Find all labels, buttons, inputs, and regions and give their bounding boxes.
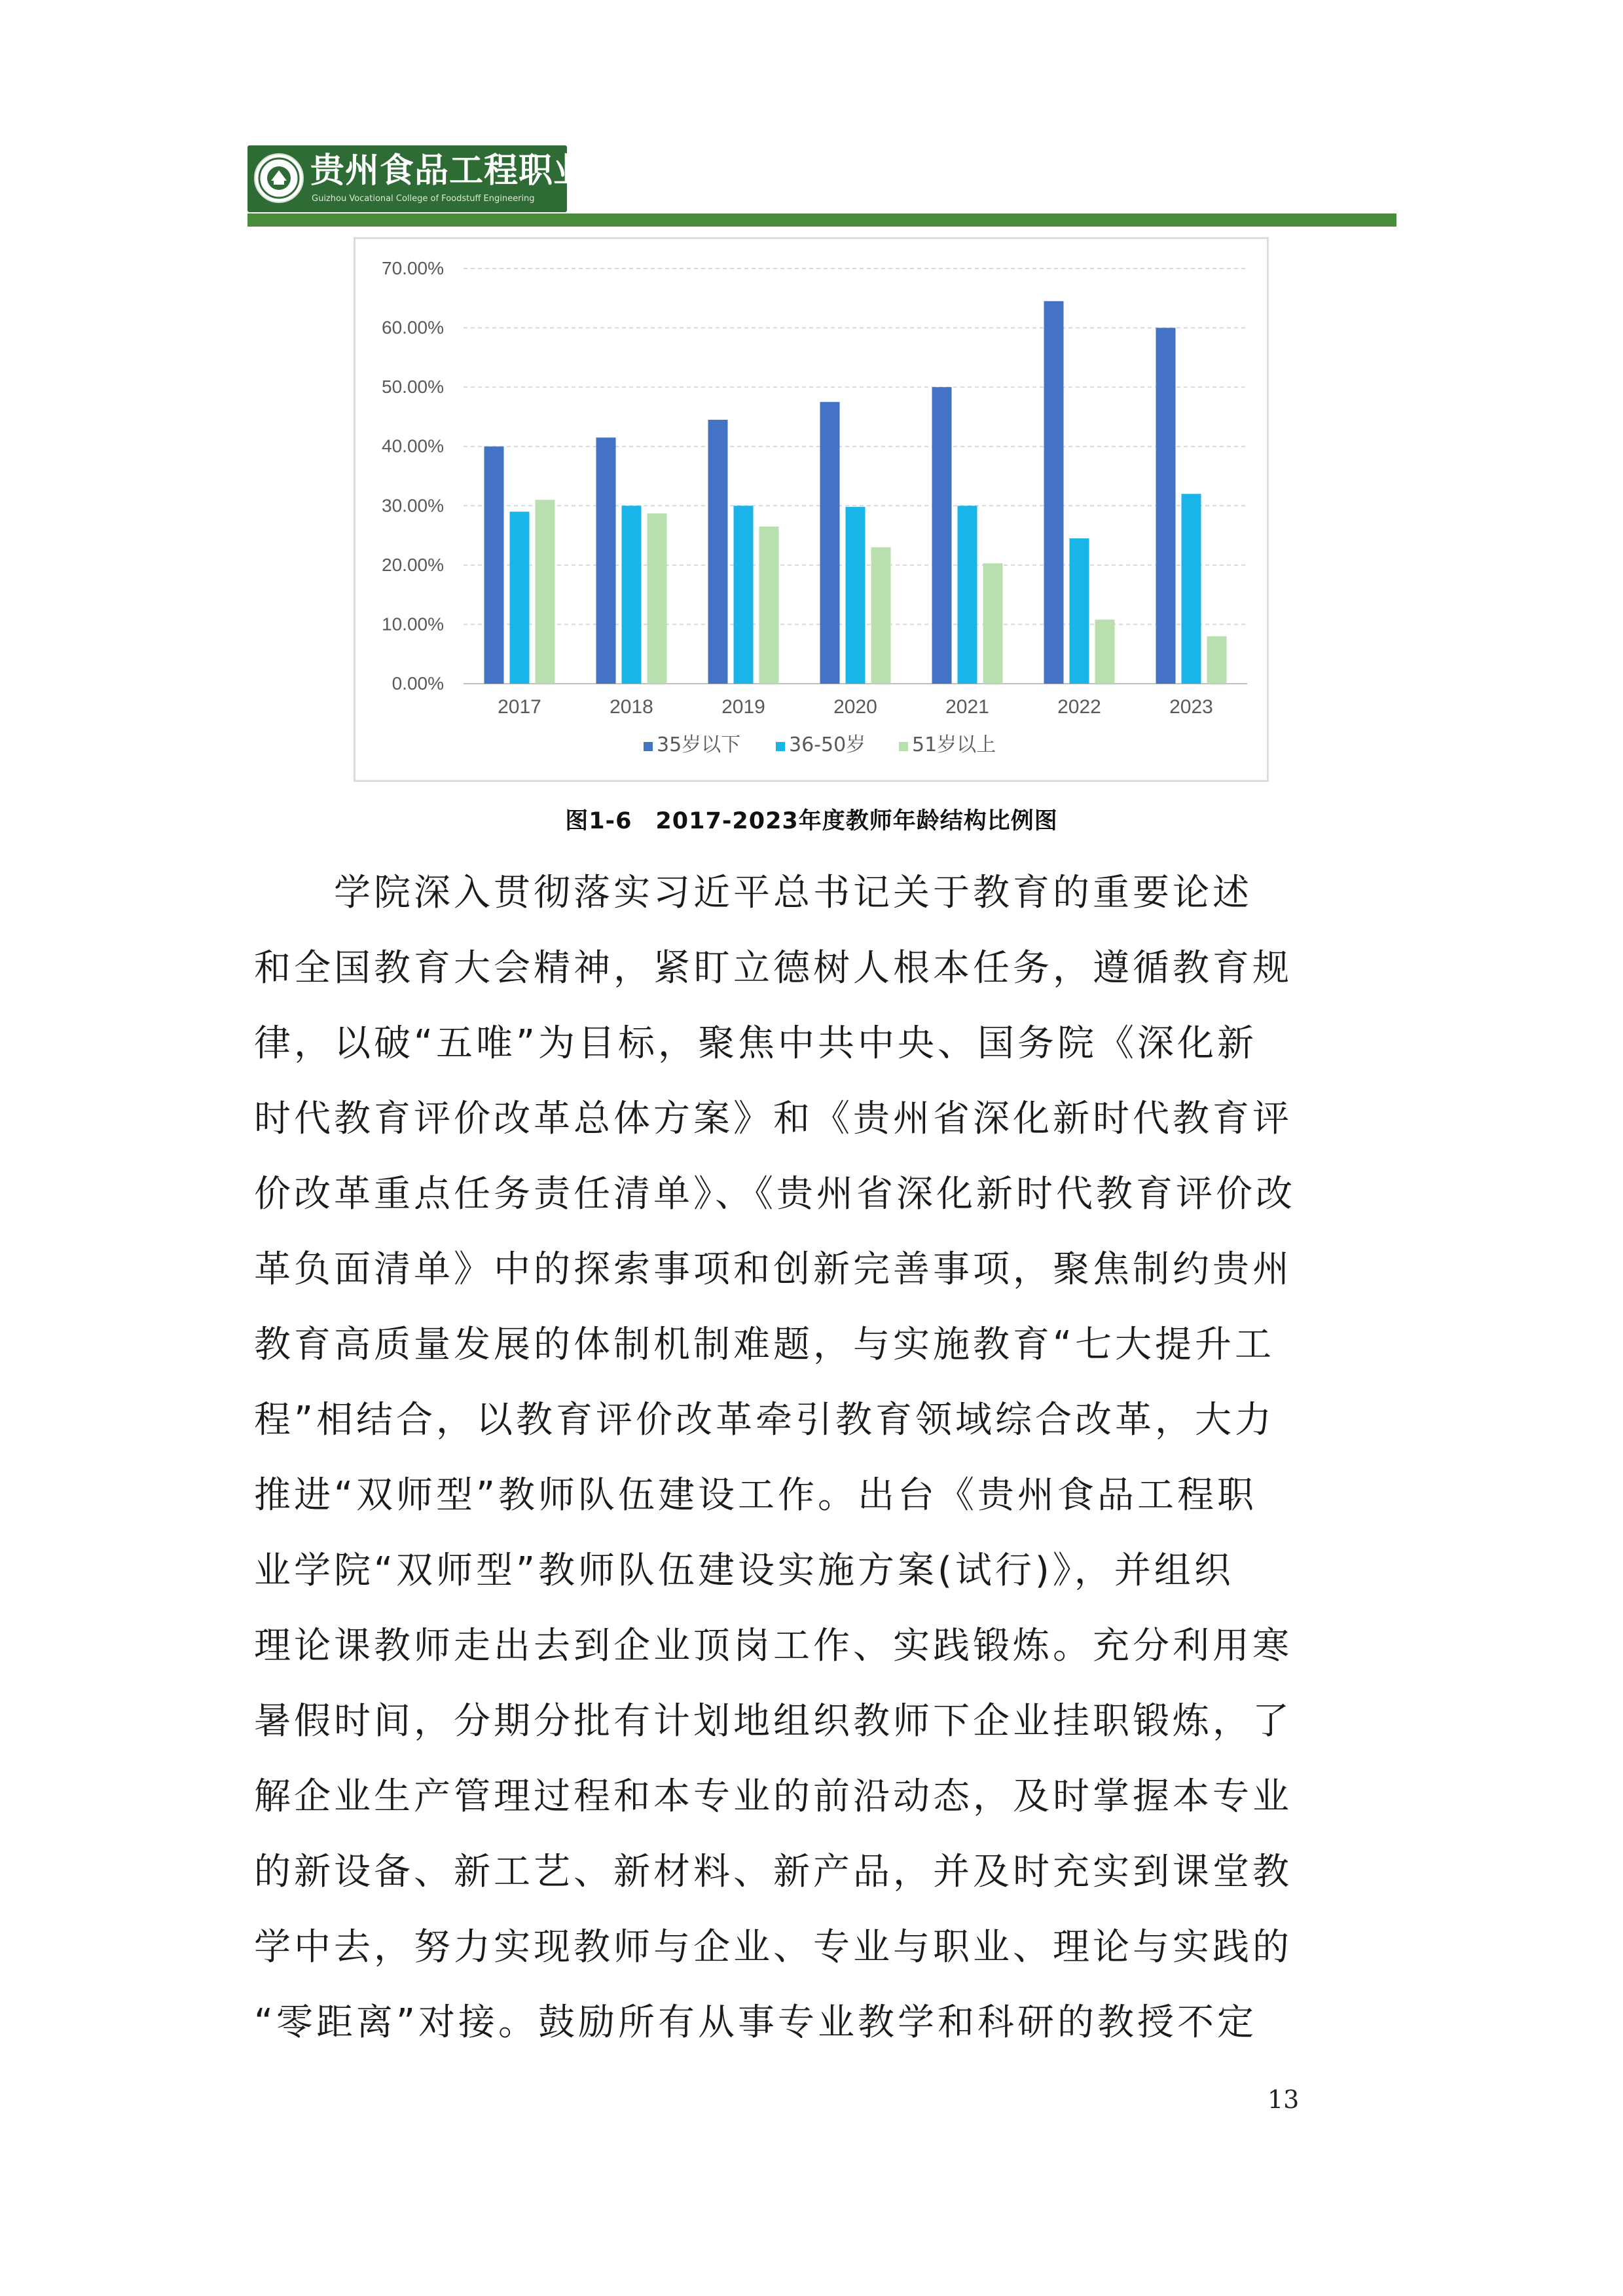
bar-under-35 (596, 437, 616, 684)
bar-36-50 (510, 511, 530, 684)
bar-over-51 (759, 527, 779, 684)
y-tick-label: 10.00% (382, 614, 444, 635)
y-tick-label: 30.00% (382, 495, 444, 516)
body-line: 价改革重点任务责任清单》、《贵州省深化新时代教育评价改 (254, 1173, 1296, 1215)
school-emblem-icon (253, 152, 305, 204)
y-tick-label: 40.00% (382, 435, 444, 456)
bar-over-51 (536, 500, 555, 684)
y-tick-label: 0.00% (392, 673, 444, 694)
legend-label: 35岁以下 (657, 733, 741, 756)
legend-swatch (899, 742, 908, 751)
body-line: 时代教育评价改革总体方案》和《贵州省深化新时代教育评 (254, 1098, 1292, 1140)
school-name-english: Guizhou Vocational College of Foodstuff Engineering (312, 194, 535, 204)
bar-over-51 (871, 547, 891, 684)
figure-caption: 图1-6 2017-2023年度教师年龄结构比例图 (565, 808, 1058, 834)
bar-over-51 (647, 513, 667, 684)
body-line: 暑假时间，分期分批有计划地组织教师下企业挂职锻炼，了 (254, 1700, 1292, 1743)
bar-over-51 (1207, 637, 1227, 684)
body-line: 学中去，努力实现教师与企业、专业与职业、理论与实践的 (254, 1926, 1292, 1969)
body-line: 程”相结合，以教育评价改革牵引教育领域综合改革，大力 (254, 1399, 1275, 1441)
body-line: 律，以破“五唯”为目标，聚焦中共中央、国务院《深化新 (254, 1022, 1258, 1065)
y-tick-label: 70.00% (382, 258, 444, 278)
x-tick-label: 2020 (833, 696, 877, 718)
bar-36-50 (734, 506, 754, 684)
chart-canvas (356, 239, 1267, 780)
body-line: 推进“双师型”教师队伍建设工作。出台《贵州食品工程职 (254, 1474, 1258, 1517)
body-line: 教育高质量发展的体制机制难题，与实施教育“七大提升工 (254, 1324, 1275, 1366)
x-tick-label: 2017 (498, 696, 541, 718)
page-number: 13 (1267, 2085, 1300, 2114)
bar-under-35 (1156, 328, 1176, 684)
bar-under-35 (708, 420, 728, 684)
legend-swatch (776, 742, 785, 751)
header-rule (247, 213, 1396, 227)
x-tick-label: 2022 (1057, 696, 1101, 718)
bar-36-50 (622, 506, 642, 684)
body-line: “零距离”对接。鼓励所有从事专业教学和科研的教授不定 (254, 2001, 1258, 2044)
body-line: 革负面清单》中的探索事项和创新完善事项，聚焦制约贵州 (254, 1248, 1292, 1291)
bar-over-51 (983, 563, 1003, 684)
body-paragraph (254, 855, 1393, 2060)
x-tick-label: 2023 (1169, 696, 1213, 718)
y-tick-label: 60.00% (382, 317, 444, 338)
bar-36-50 (846, 507, 866, 684)
bar-over-51 (1095, 620, 1115, 684)
x-tick-label: 2019 (721, 696, 765, 718)
legend-label: 36-50岁 (789, 733, 866, 756)
x-tick-label: 2018 (610, 696, 653, 718)
bar-under-35 (484, 447, 504, 684)
header-logo (247, 145, 658, 212)
bar-36-50 (1182, 494, 1201, 684)
bar-36-50 (1070, 538, 1089, 684)
bar-36-50 (958, 506, 977, 684)
x-tick-label: 2021 (945, 696, 989, 718)
body-line: 和全国教育大会精神，紧盯立德树人根本任务，遵循教育规 (254, 947, 1292, 990)
bar-under-35 (820, 402, 840, 684)
y-tick-label: 20.00% (382, 554, 444, 575)
bar-under-35 (1044, 301, 1064, 684)
age-structure-chart (354, 237, 1269, 782)
bar-under-35 (932, 387, 952, 684)
legend-swatch (644, 742, 653, 751)
body-line: 理论课教师走出去到企业顶岗工作、实践锻炼。充分利用寒 (254, 1625, 1292, 1667)
legend-label: 51岁以上 (912, 733, 996, 756)
body-line: 学院深入贯彻落实习近平总书记关于教育的重要论述 (254, 872, 1252, 914)
body-line: 的新设备、新工艺、新材料、新产品，并及时充实到课堂教 (254, 1851, 1292, 1893)
body-line: 业学院“双师型”教师队伍建设实施方案(试行)》，并组织 (254, 1549, 1234, 1592)
school-name: 贵州食品工程职业学院 (310, 151, 658, 191)
body-line: 解企业生产管理过程和本专业的前沿动态，及时掌握本专业 (254, 1775, 1292, 1818)
y-tick-label: 50.00% (382, 377, 444, 398)
